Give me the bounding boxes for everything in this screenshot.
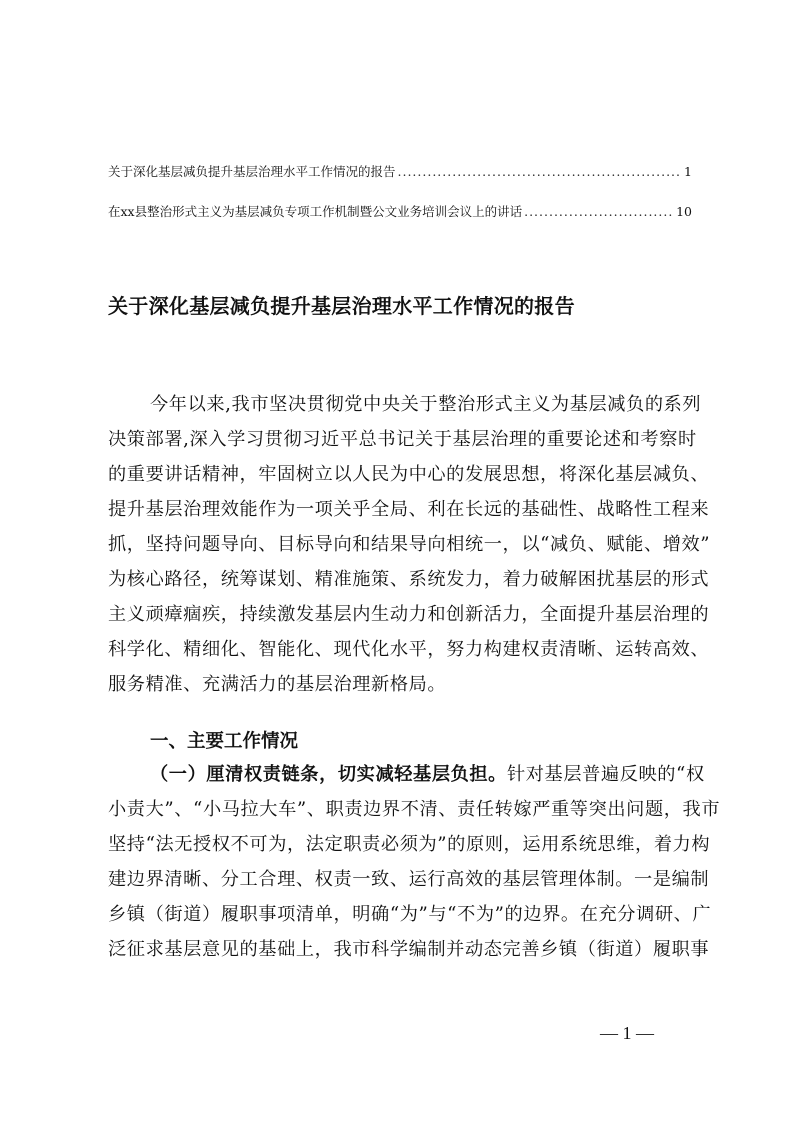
section-heading: 一、主要工作情况 [150,731,299,752]
paragraph-line: 提升基层治理效能作为一项关乎全局、利在长远的基础性、战略性工程来 [108,499,710,520]
toc-entry-page: 10 [676,204,692,219]
page-number: — 1 — [600,1023,654,1043]
toc-leader-dots [398,163,683,181]
toc-entry[interactable] [108,203,692,221]
paragraph-line: 为核心路径，统筹谋划、精准施策、系统发力，着力破解困扰基层的形式 [108,569,710,590]
sub-heading: （一）厘清权责链条，切实减轻基层负担。 [150,764,507,785]
paragraph-line: 建边界清晰、分工合理、权责一致、运行高效的基层管理体制。一是编制 [108,869,710,890]
paragraph-line [150,763,705,787]
paragraph-line: 小责大”、“小马拉大车”、职责边界不清、责任转嫁严重等突出问题，我市 [108,799,721,820]
toc-entry[interactable] [108,163,692,181]
paragraph-line: 服务精准、充满活力的基层治理新格局。 [108,674,447,695]
paragraph-line: 泛征求基层意见的基础上，我市科学编制并动态完善乡镇（街道）履职事 [108,939,710,960]
toc-entry-title: 在xx县整治形式主义为基层减负专项工作机制暨公文业务培训会议上的讲话 [108,204,523,219]
toc-entry-page: 1 [684,164,692,179]
paragraph-line: 主义顽瘴痼疾，持续激发基层内生动力和创新活力，全面提升基层治理的 [108,604,710,625]
toc-leader-dots [524,203,674,221]
paragraph-line: 乡镇（街道）履职事项清单，明确“为”与“不为”的边界。在充分调研、广 [108,904,712,925]
toc-entry-title: 关于深化基层减负提升基层治理水平工作情况的报告 [108,164,396,179]
paragraph-line: 抓，坚持问题导向、目标导向和结果导向相统一，以“减负、赋能、增效” [108,534,711,555]
paragraph-line: 决策部署,深入学习贯彻习近平总书记关于基层治理的重要论述和考察时 [108,429,697,450]
paragraph-line: 的重要讲话精神，牢固树立以人民为中心的发展思想，将深化基层减负、 [108,464,710,485]
paragraph-line: 今年以来,我市坚决贯彻党中央关于整治形式主义为基层减负的系列 [150,394,702,415]
paragraph-line: 坚持“法无授权不可为，法定职责必须为”的原则，运用系统思维，着力构 [108,834,711,855]
document-title: 关于深化基层减负提升基层治理水平工作情况的报告 [108,294,575,318]
paragraph-line: 科学化、精细化、智能化、现代化水平，努力构建权责清晰、运转高效、 [108,639,710,660]
paragraph-line-text: 针对基层普遍反映的“权 [506,764,705,785]
